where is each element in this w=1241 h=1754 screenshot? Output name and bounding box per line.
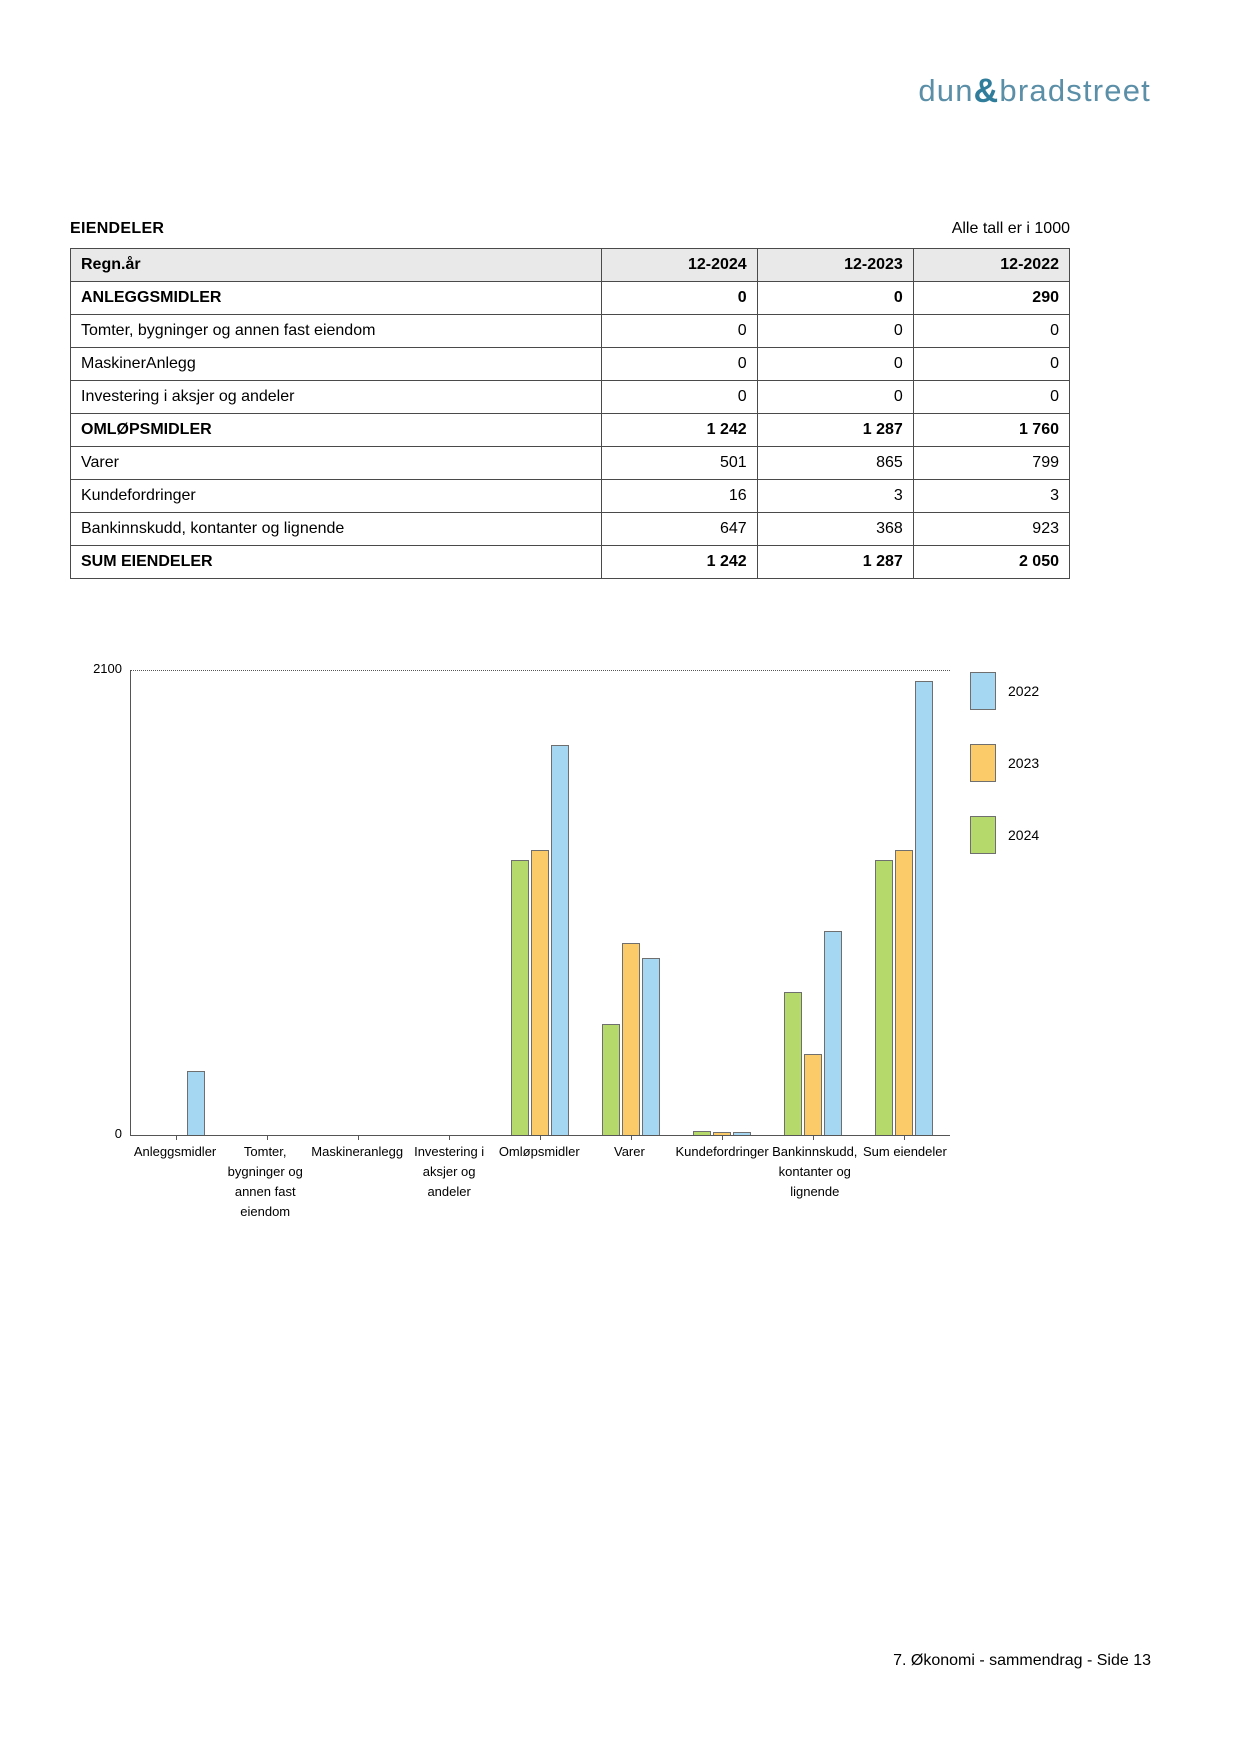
bar-group bbox=[221, 670, 312, 1135]
column-header-2024: 12-2024 bbox=[601, 249, 757, 282]
x-axis-tick bbox=[176, 1135, 177, 1140]
bar-2024 bbox=[784, 992, 802, 1135]
cell-2023: 865 bbox=[757, 447, 913, 480]
row-label: Kundefordringer bbox=[71, 480, 602, 513]
cell-2024: 0 bbox=[601, 315, 757, 348]
row-label: OMLØPSMIDLER bbox=[71, 414, 602, 447]
bar-2023 bbox=[895, 850, 913, 1135]
cell-2022: 799 bbox=[913, 447, 1069, 480]
bar-2024 bbox=[602, 1024, 620, 1135]
row-label: Bankinnskudd, kontanter og lignende bbox=[71, 513, 602, 546]
dun-bradstreet-logo bbox=[918, 72, 1151, 111]
x-axis-tick bbox=[358, 1135, 359, 1140]
bar-group bbox=[403, 670, 494, 1135]
x-axis-tick bbox=[540, 1135, 541, 1140]
cell-2022: 0 bbox=[913, 348, 1069, 381]
x-axis-tick bbox=[267, 1135, 268, 1140]
cell-2022: 2 050 bbox=[913, 546, 1069, 579]
bar-group bbox=[312, 670, 403, 1135]
bar-2022 bbox=[551, 745, 569, 1135]
x-axis-tick bbox=[449, 1135, 450, 1140]
bar-group bbox=[130, 670, 221, 1135]
bar-2024 bbox=[875, 860, 893, 1135]
cell-2024: 1 242 bbox=[601, 414, 757, 447]
column-header-2022: 12-2022 bbox=[913, 249, 1069, 282]
x-axis-label: Anleggsmidler bbox=[133, 1144, 217, 1159]
x-axis-tick bbox=[904, 1135, 905, 1140]
cell-2023: 0 bbox=[757, 315, 913, 348]
cell-2024: 647 bbox=[601, 513, 757, 546]
x-axis-label: Varer bbox=[614, 1144, 645, 1159]
bar-2023 bbox=[804, 1054, 822, 1135]
logo-text-bradstreet: bradstreet bbox=[999, 73, 1151, 108]
logo-text-dun: dun bbox=[918, 73, 974, 108]
row-label: MaskinerAnlegg bbox=[71, 348, 602, 381]
chart-plot-area bbox=[130, 670, 950, 1135]
cell-2022: 0 bbox=[913, 381, 1069, 414]
cell-2023: 3 bbox=[757, 480, 913, 513]
table-header-row bbox=[71, 249, 1070, 282]
table-row bbox=[71, 282, 1070, 315]
cell-2022: 3 bbox=[913, 480, 1069, 513]
logo-ampersand-icon: & bbox=[973, 72, 1000, 110]
table-row bbox=[71, 447, 1070, 480]
cell-2023: 1 287 bbox=[757, 414, 913, 447]
cell-2023: 0 bbox=[757, 348, 913, 381]
legend-swatch-2023 bbox=[970, 744, 996, 782]
table-row bbox=[71, 513, 1070, 546]
assets-section bbox=[70, 220, 1070, 579]
legend-label: 2023 bbox=[1008, 755, 1040, 771]
section-header bbox=[70, 220, 1070, 238]
x-axis-label: Omløpsmidler bbox=[498, 1144, 580, 1159]
cell-2023: 1 287 bbox=[757, 546, 913, 579]
table-row bbox=[71, 480, 1070, 513]
table-row bbox=[71, 381, 1070, 414]
cell-2024: 1 242 bbox=[601, 546, 757, 579]
bar-2023 bbox=[622, 943, 640, 1135]
cell-2022: 290 bbox=[913, 282, 1069, 315]
table-row bbox=[71, 348, 1070, 381]
column-header-year: Regn.år bbox=[71, 249, 602, 282]
cell-2022: 923 bbox=[913, 513, 1069, 546]
bar-2024 bbox=[693, 1131, 711, 1135]
x-axis-label: Maskineranlegg bbox=[311, 1144, 404, 1159]
x-axis-label: Investering i aksjer og andeler bbox=[414, 1144, 485, 1200]
cell-2023: 0 bbox=[757, 381, 913, 414]
row-label: Investering i aksjer og andeler bbox=[71, 381, 602, 414]
x-axis-tick bbox=[631, 1135, 632, 1140]
cell-2024: 0 bbox=[601, 381, 757, 414]
x-axis-label: Bankinnskudd, kontanter og lignende bbox=[772, 1144, 858, 1200]
bar-group bbox=[494, 670, 585, 1135]
legend-label: 2024 bbox=[1008, 827, 1040, 843]
legend-label: 2022 bbox=[1008, 683, 1040, 699]
table-row bbox=[71, 546, 1070, 579]
column-header-2023: 12-2023 bbox=[757, 249, 913, 282]
assets-table bbox=[70, 248, 1070, 579]
legend-swatch-2024 bbox=[970, 816, 996, 854]
x-axis-tick bbox=[722, 1135, 723, 1140]
x-axis-tick bbox=[813, 1135, 814, 1140]
page-title: EIENDELER bbox=[70, 220, 165, 237]
x-axis-label: Kundefordringer bbox=[675, 1144, 769, 1159]
units-note: Alle tall er i 1000 bbox=[951, 220, 1070, 237]
cell-2024: 16 bbox=[601, 480, 757, 513]
bar-2022 bbox=[187, 1071, 205, 1135]
table-row bbox=[71, 414, 1070, 447]
page-footer: 7. Økonomi - sammendrag - Side 13 bbox=[893, 1652, 1151, 1669]
bar-group bbox=[768, 670, 859, 1135]
y-axis-tick-max: 2100 bbox=[93, 661, 122, 676]
bar-2022 bbox=[642, 958, 660, 1135]
cell-2023: 0 bbox=[757, 282, 913, 315]
cell-2022: 0 bbox=[913, 315, 1069, 348]
table-row bbox=[71, 315, 1070, 348]
cell-2023: 368 bbox=[757, 513, 913, 546]
legend-item bbox=[970, 816, 1070, 854]
row-label: ANLEGGSMIDLER bbox=[71, 282, 602, 315]
bar-2022 bbox=[733, 1132, 751, 1135]
row-label: Tomter, bygninger og annen fast eiendom bbox=[71, 315, 602, 348]
legend-item bbox=[970, 672, 1070, 710]
bar-group bbox=[677, 670, 768, 1135]
x-axis-labels bbox=[130, 1142, 950, 1223]
legend-item bbox=[970, 744, 1070, 782]
bar-2022 bbox=[915, 681, 933, 1135]
x-axis-label: Tomter, bygninger og annen fast eiendom bbox=[227, 1144, 303, 1220]
bar-group bbox=[859, 670, 950, 1135]
assets-bar-chart bbox=[70, 650, 1070, 1220]
cell-2024: 0 bbox=[601, 348, 757, 381]
chart-legend bbox=[970, 672, 1070, 888]
cell-2022: 1 760 bbox=[913, 414, 1069, 447]
row-label: SUM EIENDELER bbox=[71, 546, 602, 579]
legend-swatch-2022 bbox=[970, 672, 996, 710]
cell-2024: 0 bbox=[601, 282, 757, 315]
bar-2022 bbox=[824, 931, 842, 1135]
row-label: Varer bbox=[71, 447, 602, 480]
x-axis-label: Sum eiendeler bbox=[863, 1144, 947, 1159]
bar-2023 bbox=[531, 850, 549, 1135]
y-axis-tick-min: 0 bbox=[114, 1126, 122, 1141]
bar-group bbox=[586, 670, 677, 1135]
cell-2024: 501 bbox=[601, 447, 757, 480]
bar-2024 bbox=[511, 860, 529, 1135]
